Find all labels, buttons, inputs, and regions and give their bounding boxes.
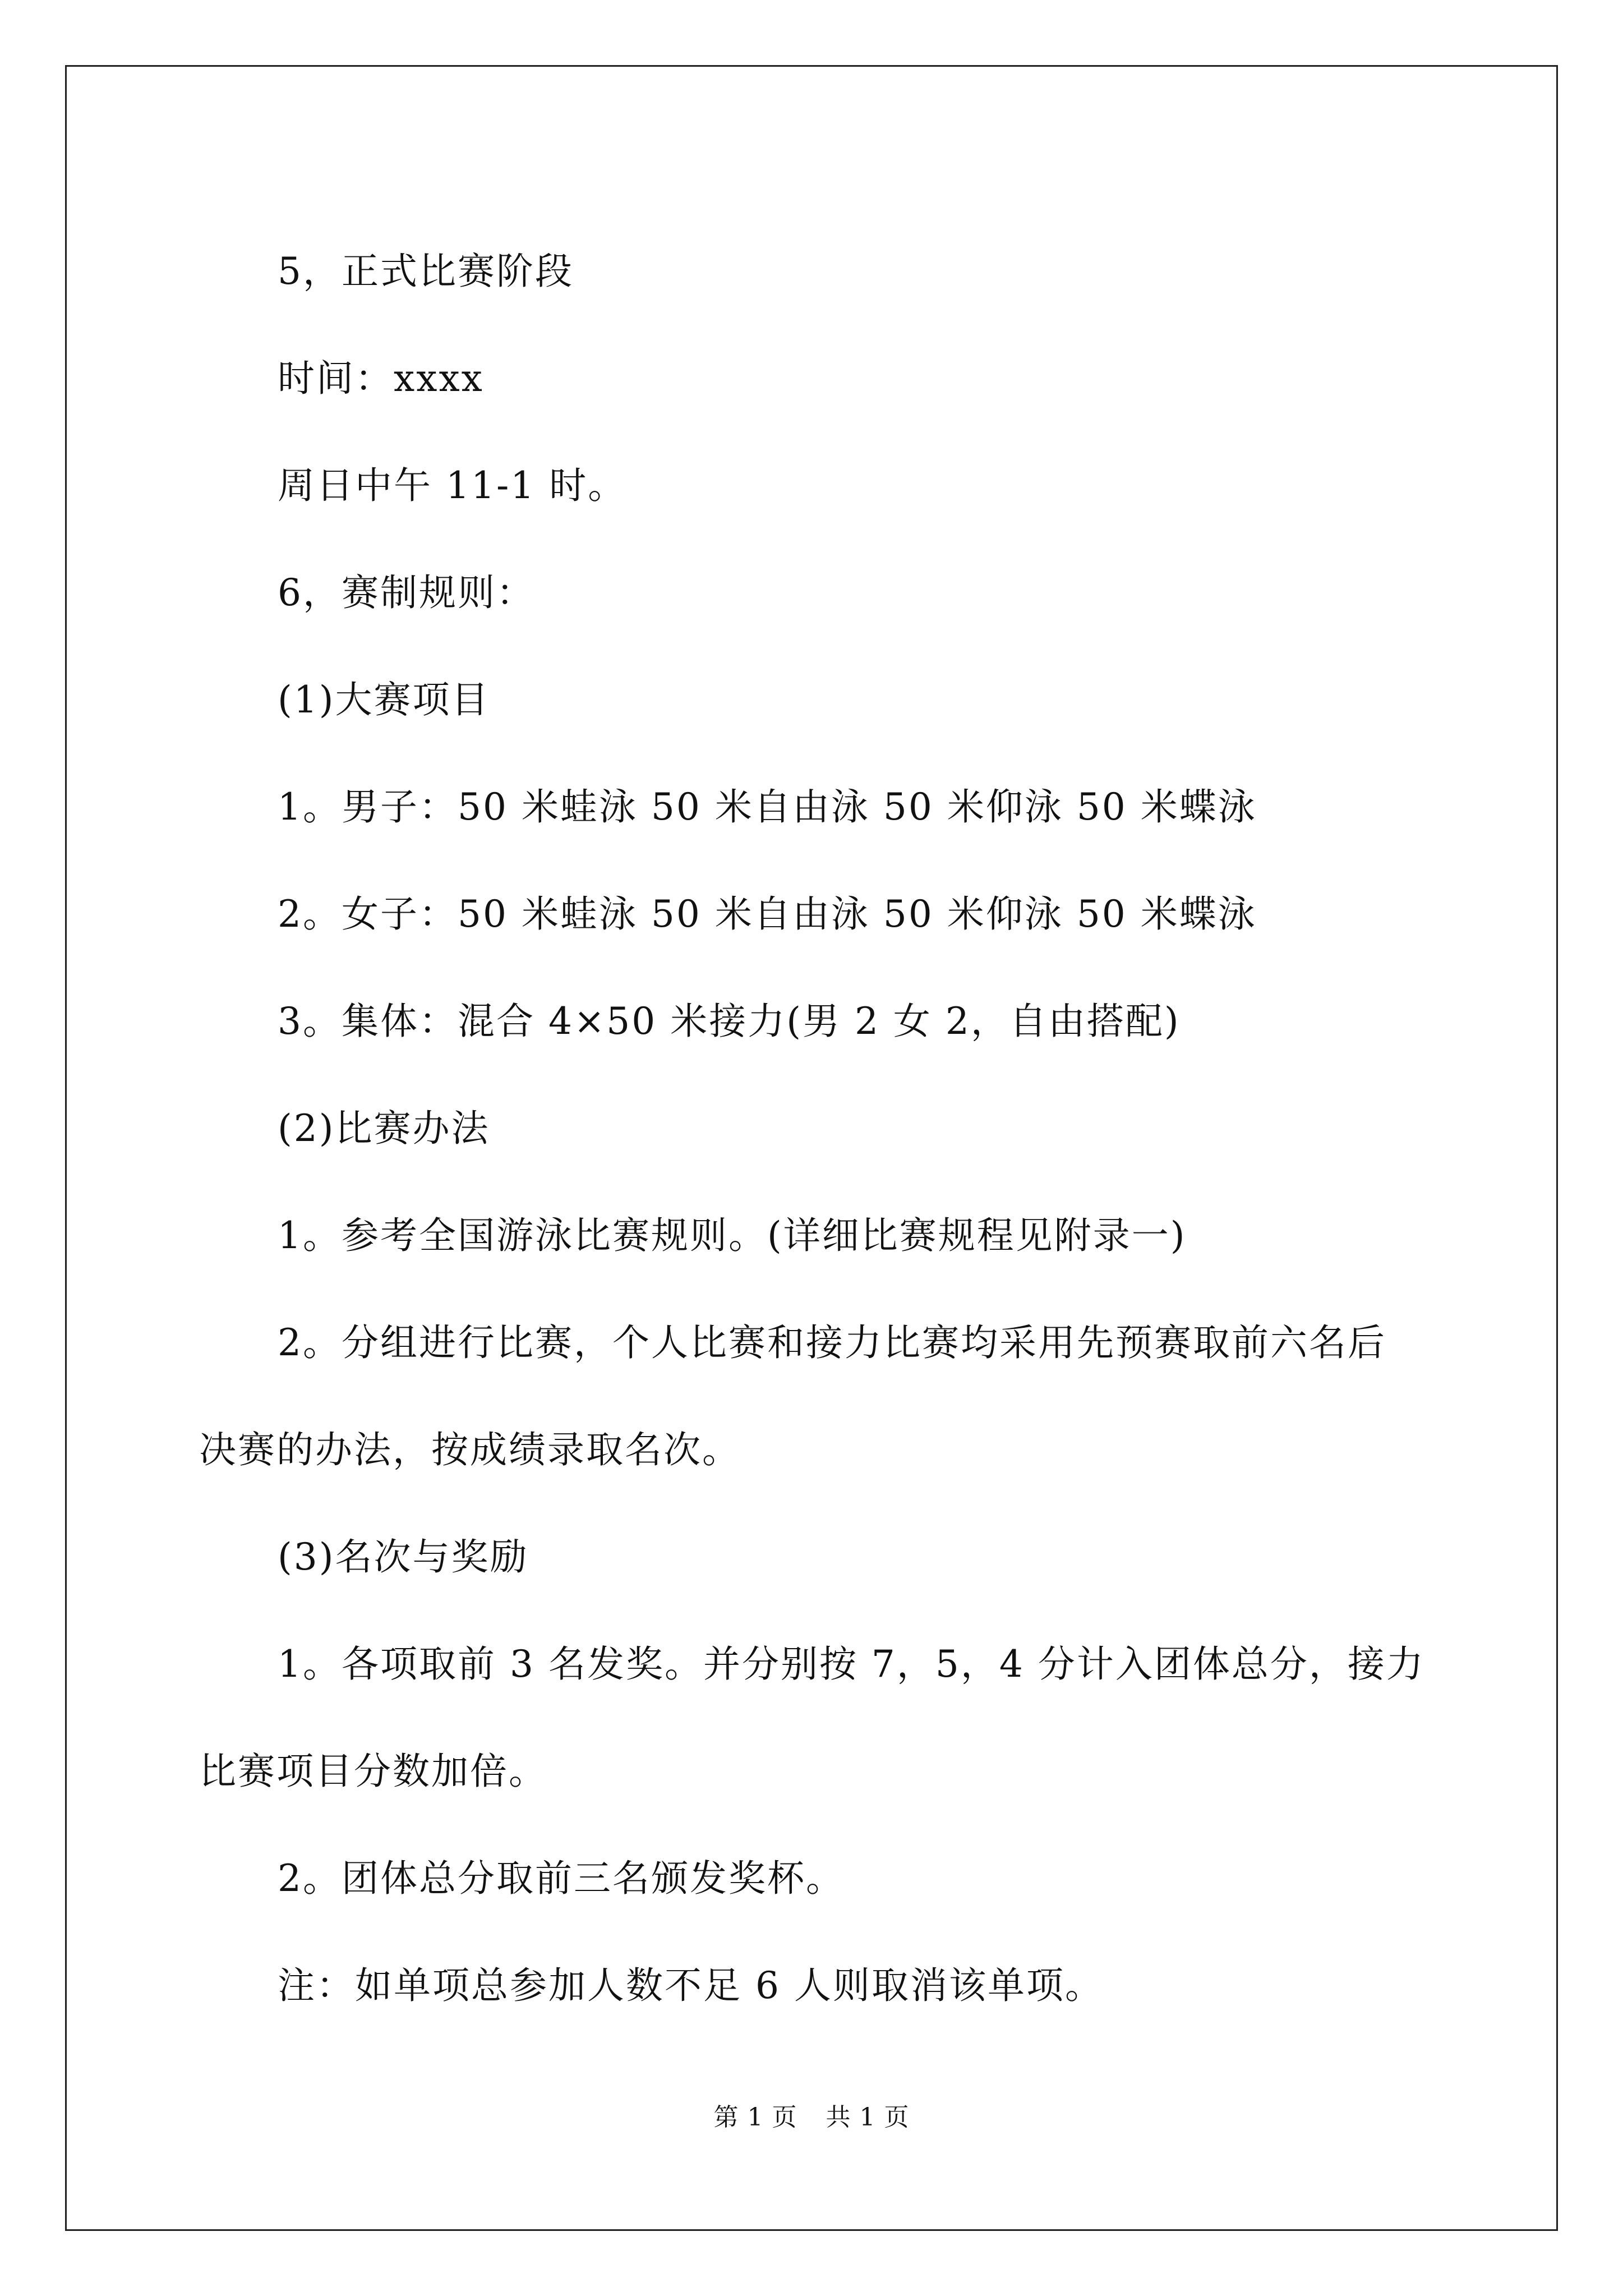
paragraph: 1。各项取前 3 名发奖。并分别按 7，5，4 分计入团体总分，接力 — [278, 1642, 1425, 1686]
paragraph: 时间：xxxx — [278, 357, 484, 400]
paragraph: (2)比赛办法 — [278, 1107, 490, 1150]
paragraph: 3。集体：混合 4×50 米接力(男 2 女 2，自由搭配) — [278, 1000, 1181, 1043]
paragraph: 6，赛制规则： — [278, 571, 535, 614]
page-footer — [0, 2097, 1623, 2133]
document-body — [199, 218, 1427, 2039]
paragraph: 1。参考全国游泳比赛规则。(详细比赛规程见附录一) — [278, 1214, 1187, 1257]
paragraph: 1。男子：50 米蛙泳 50 米自由泳 50 米仰泳 50 米蝶泳 — [278, 785, 1257, 829]
paragraph-continuation: 比赛项目分数加倍。 — [199, 1750, 547, 1793]
paragraph-continuation: 决赛的办法，按成绩录取名次。 — [199, 1428, 741, 1471]
paragraph: 2。团体总分取前三名颁发奖杯。 — [278, 1857, 845, 1900]
page-number-current: 第 1 页 — [713, 2103, 797, 2132]
paragraph: 周日中午 11-1 时。 — [278, 464, 627, 507]
paragraph: 注：如单项总参加人数不足 6 人则取消该单项。 — [278, 1964, 1104, 2007]
paragraph: 2。女子：50 米蛙泳 50 米自由泳 50 米仰泳 50 米蝶泳 — [278, 892, 1257, 936]
paragraph: (1)大赛项目 — [278, 678, 490, 721]
paragraph: 2。分组进行比赛，个人比赛和接力比赛均采用先预赛取前六名后 — [278, 1321, 1386, 1364]
paragraph: 5，正式比赛阶段 — [278, 250, 574, 293]
page-number-total: 共 1 页 — [826, 2103, 910, 2132]
paragraph: (3)名次与奖励 — [278, 1535, 529, 1579]
